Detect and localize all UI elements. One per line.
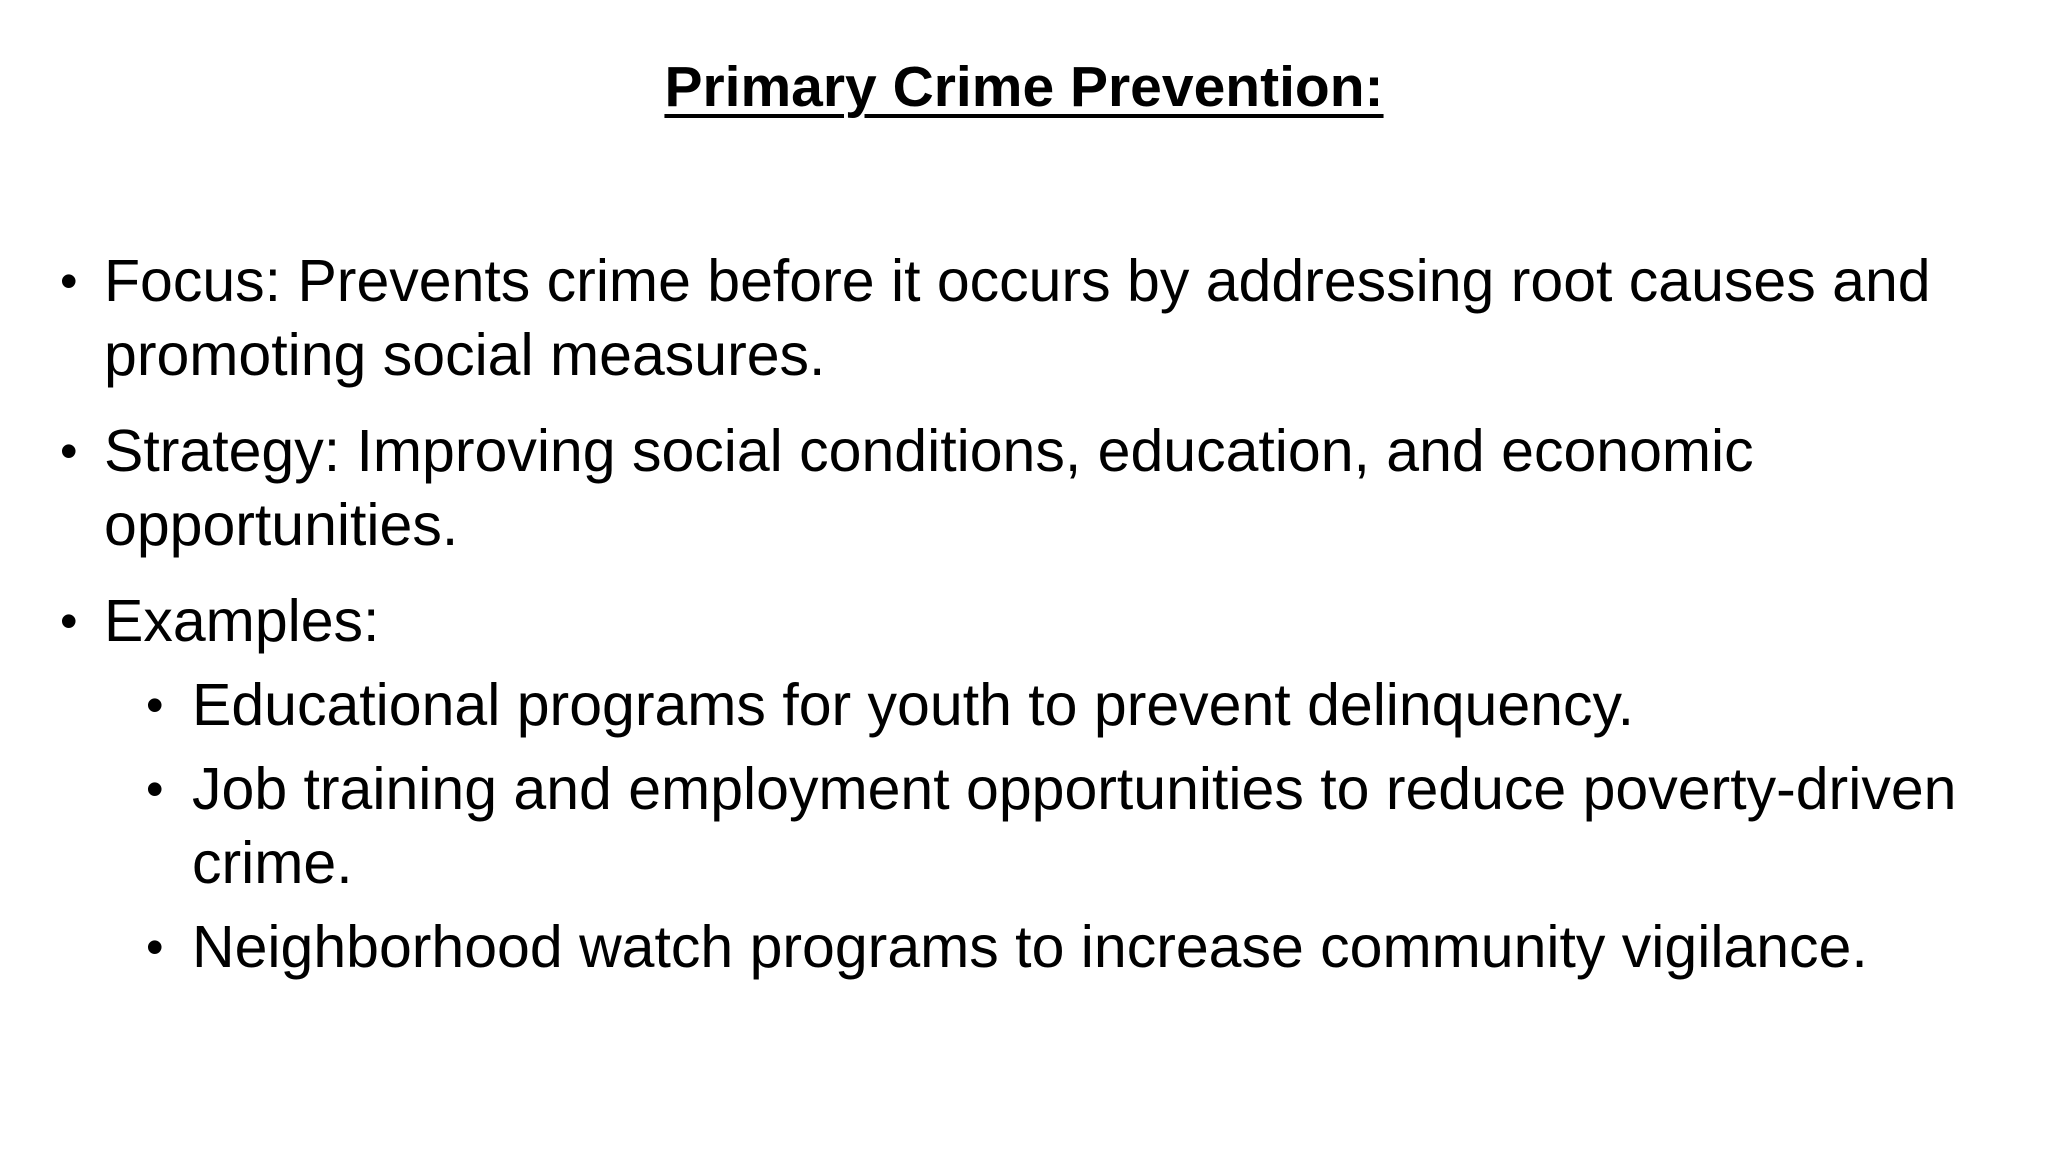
bullet-icon: • (60, 423, 78, 479)
bullet-item-focus (60, 244, 2020, 392)
example-text: Neighborhood watch programs to increase community vigilance. (192, 914, 1868, 980)
example-item-education (146, 668, 2020, 742)
example-item-job-training (146, 752, 2020, 900)
bullet-icon: • (146, 761, 164, 817)
bullet-icon: • (146, 919, 164, 975)
slide-title: Primary Crime Prevention: (664, 55, 1384, 119)
bullet-text: Focus: Prevents crime before it occurs by addressing root causes and promoting social measures. (104, 248, 1931, 388)
bullet-list (60, 244, 2020, 1006)
bullet-icon: • (60, 593, 78, 649)
bullet-icon: • (146, 677, 164, 733)
bullet-text: Examples: (104, 588, 380, 654)
examples-sublist (104, 668, 2020, 984)
example-text: Educational programs for youth to prevent delinquency. (192, 672, 1634, 738)
bullet-item-strategy (60, 414, 2020, 562)
bullet-icon: • (60, 253, 78, 309)
example-text: Job training and employment opportunities to reduce poverty-driven crime. (192, 756, 1957, 896)
example-item-neighborhood-watch (146, 910, 2020, 984)
bullet-text: Strategy: Improving social conditions, education, and economic opportunities. (104, 418, 1754, 558)
bullet-item-examples (60, 584, 2020, 984)
